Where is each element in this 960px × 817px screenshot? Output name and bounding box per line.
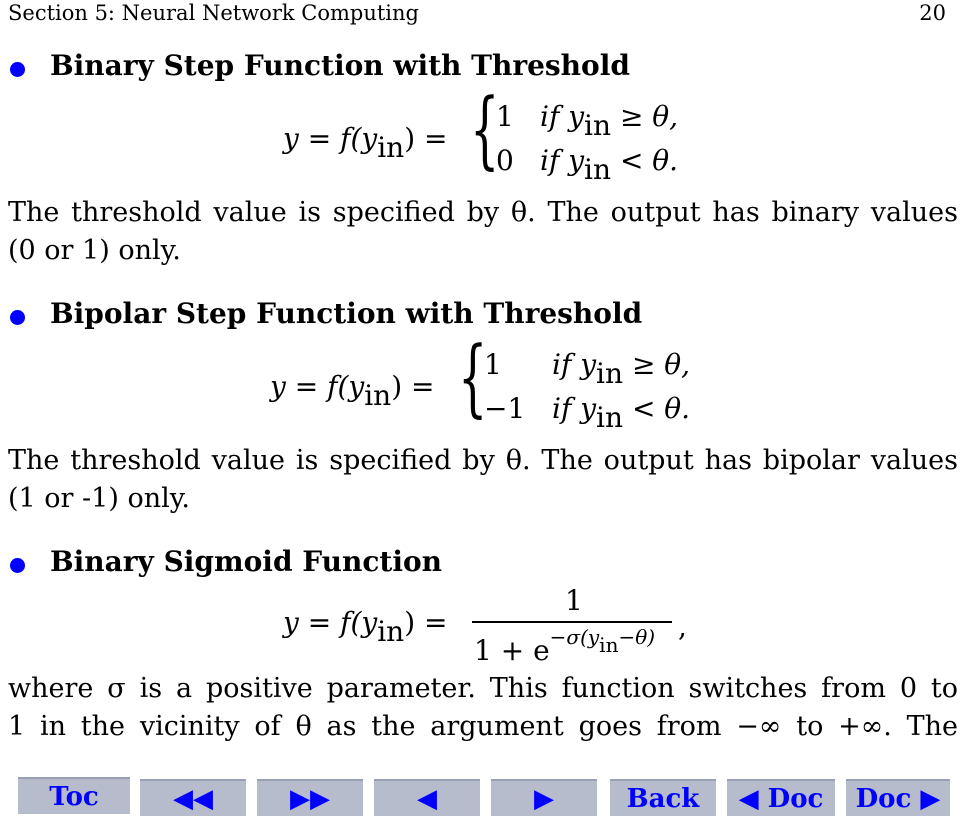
equation-comma: ,: [678, 610, 687, 643]
fraction-bar: [472, 621, 672, 623]
paragraph-3-line-1: where σ is a positive parameter. This function switches from 0 to: [8, 673, 958, 704]
case-2-2: −1 if yin < θ.: [484, 392, 691, 434]
fraction-numerator: 1: [565, 584, 583, 617]
equation-lhs-1: y = f(yin) =: [283, 122, 448, 164]
toc-button[interactable]: Toc: [18, 777, 130, 814]
running-header: [8, 0, 946, 26]
next-page-button[interactable]: ▶: [491, 779, 597, 816]
case-2-1: 1 if yin ≥ θ,: [484, 348, 691, 390]
equation-lhs-3: y = f(yin) =: [283, 606, 448, 648]
back-button[interactable]: Back: [610, 779, 716, 816]
paragraph-1-line-1: The threshold value is specified by θ. The output has binary values: [8, 197, 958, 228]
paragraph-2-line-2: (1 or -1) only.: [8, 483, 190, 514]
bullet-icon: [10, 558, 25, 573]
bullet-icon: [10, 62, 25, 77]
item-title-binary-sigmoid: Binary Sigmoid Function: [50, 545, 443, 578]
item-title-binary-step: Binary Step Function with Threshold: [50, 49, 630, 82]
fraction-denominator: $1 + e^{-\sigma(yin-\theta)}$: [474, 625, 656, 667]
paragraph-3-line-2: 1 in the vicinity of θ as the argument goes from −∞ to +∞. The: [8, 711, 958, 742]
section-title: Section 5: Neural Network Computing: [8, 1, 419, 25]
previous-doc-button[interactable]: ◀ Doc: [727, 779, 835, 816]
previous-page-button[interactable]: ◀: [374, 779, 480, 816]
left-brace-icon: {: [458, 328, 488, 426]
bullet-icon: [10, 310, 25, 325]
next-doc-button[interactable]: Doc ▶: [846, 779, 950, 816]
paragraph-1-line-2: (0 or 1) only.: [8, 235, 181, 266]
case-1-2: 0 if yin < θ.: [496, 144, 679, 186]
equation-lhs-2: y = f(yin) =: [270, 370, 435, 412]
last-page-button[interactable]: ▶▶: [257, 779, 363, 816]
item-title-bipolar-step: Bipolar Step Function with Threshold: [50, 297, 643, 330]
paragraph-2-line-1: The threshold value is specified by θ. The output has bipolar values: [8, 445, 958, 476]
first-page-button[interactable]: ◀◀: [140, 779, 246, 816]
case-1-1: 1 if yin ≥ θ,: [496, 100, 679, 142]
page-number: 20: [919, 1, 946, 25]
left-brace-icon: {: [470, 80, 500, 178]
